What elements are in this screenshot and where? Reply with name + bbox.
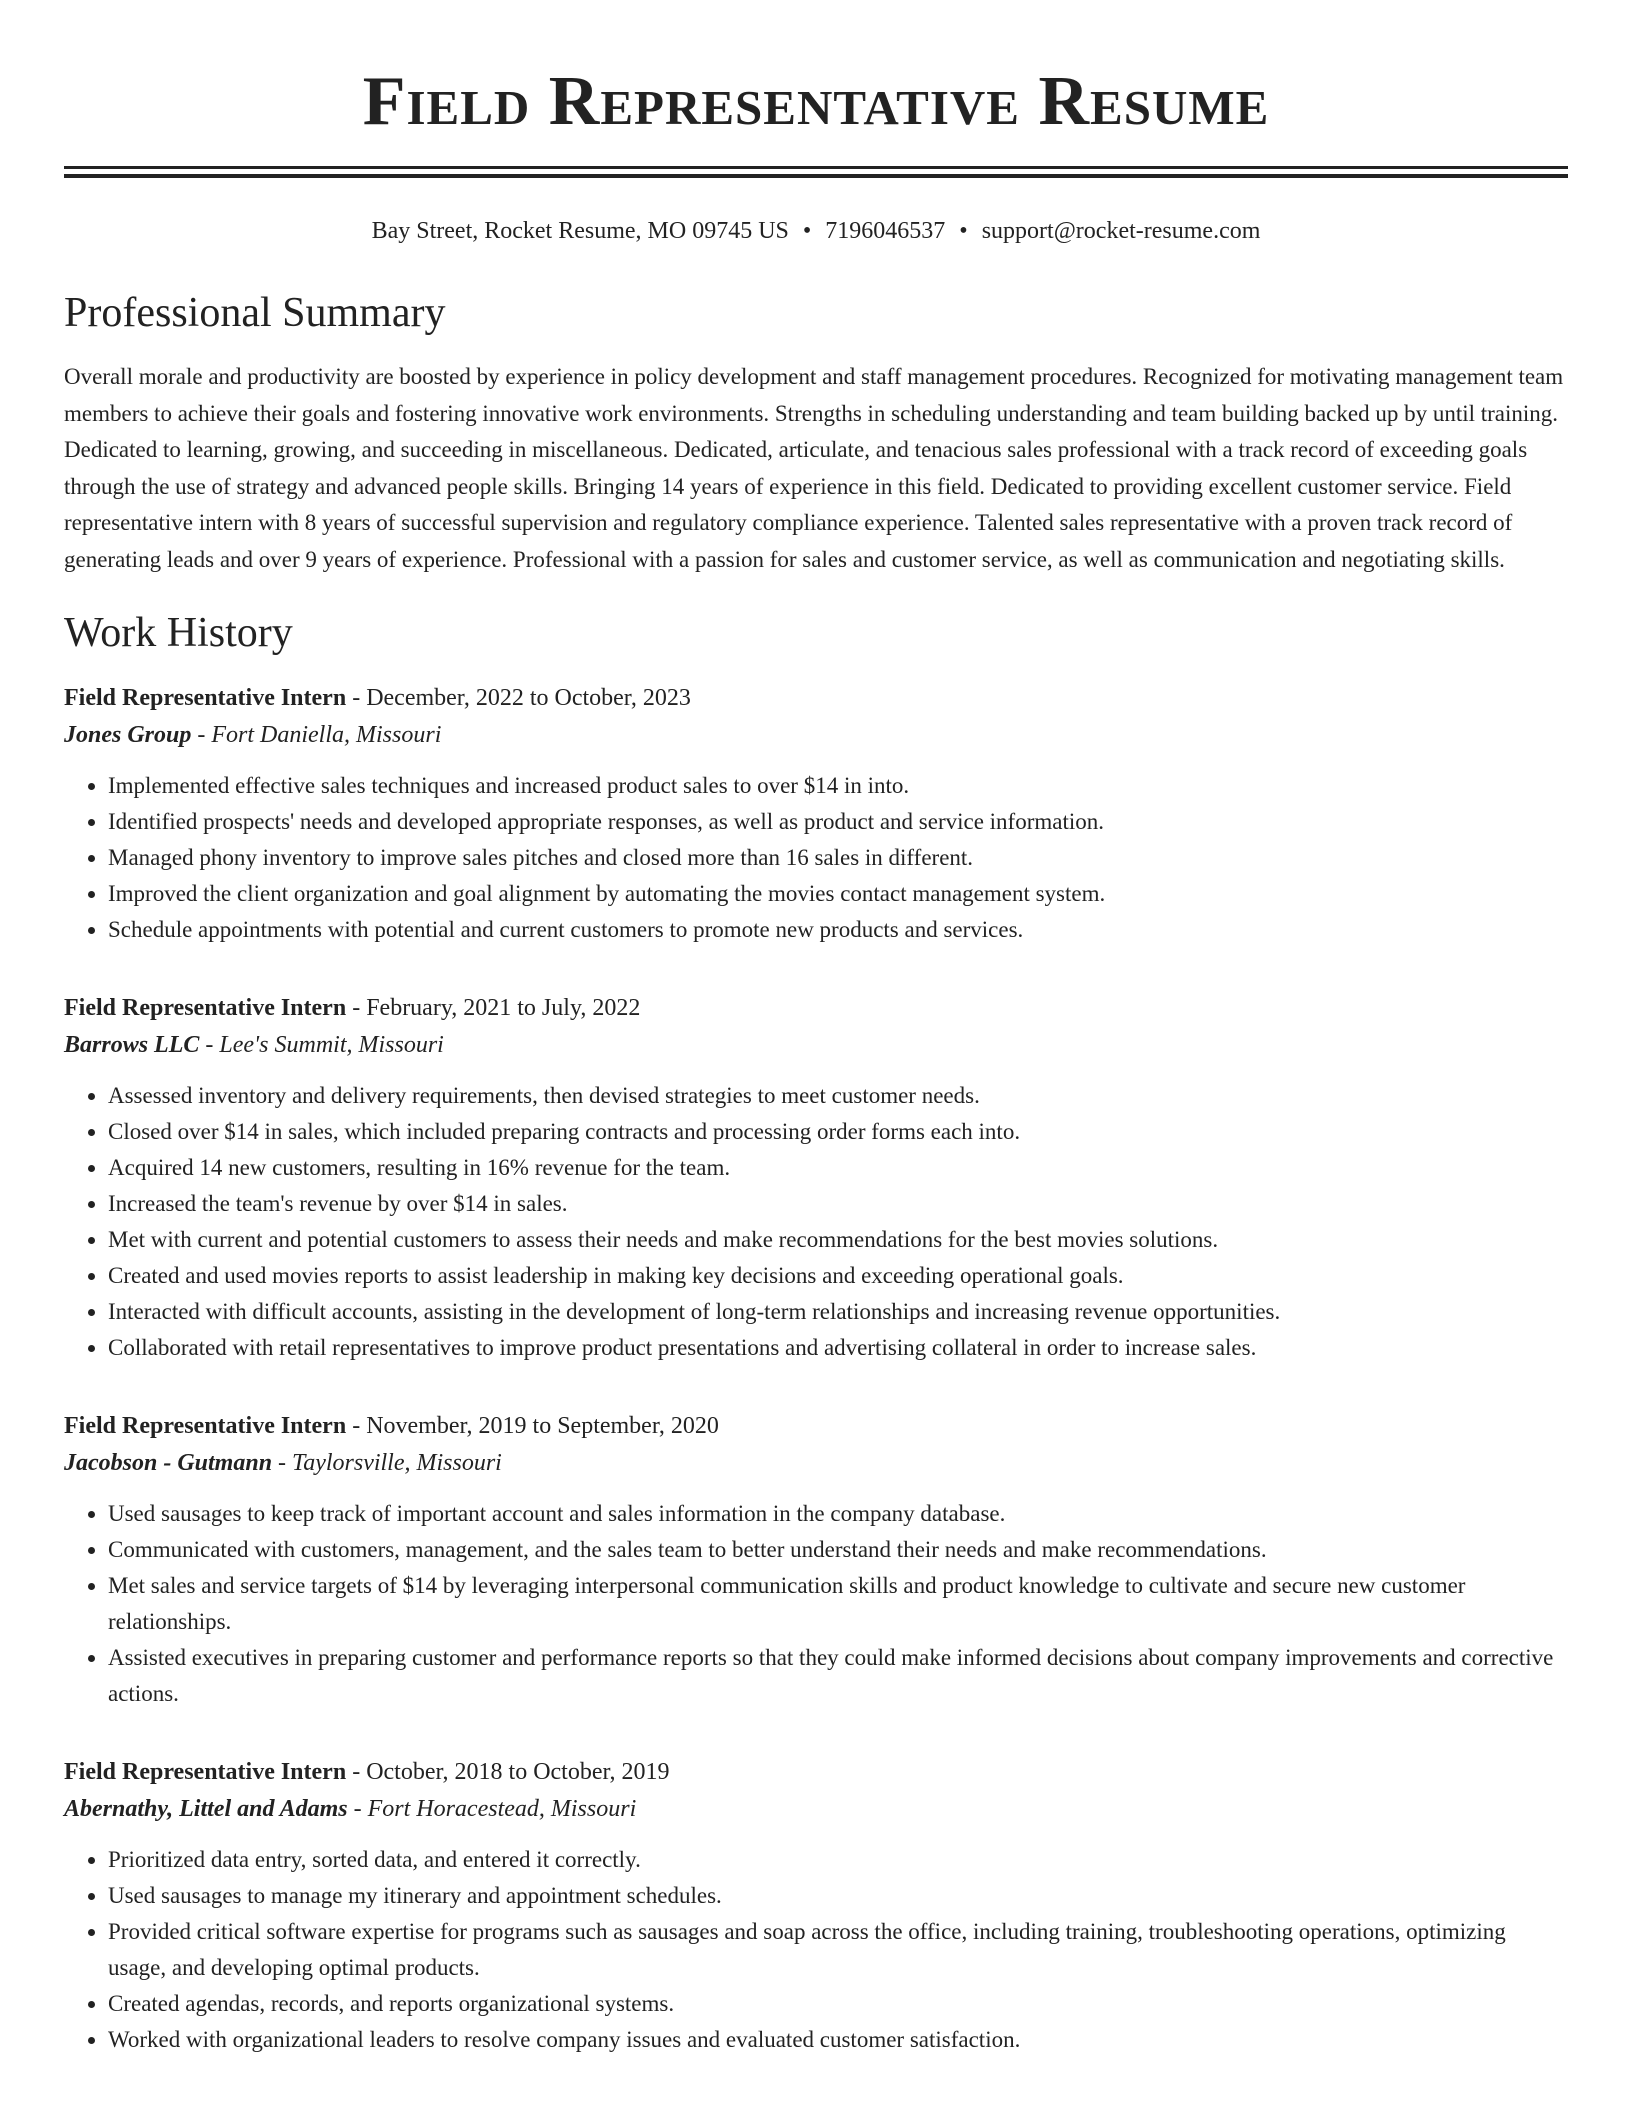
- job-bullet: • Collaborated with retail representatives to improve product presentations and advertising collateral in order to increase sales.: [108, 1330, 1568, 1366]
- job-company: Jones Group: [64, 722, 192, 748]
- job-entry: [64, 990, 1568, 1366]
- job-role: Field Representative Intern: [64, 995, 347, 1021]
- job-bullet: • Used sausages to manage my itinerary and appointment schedules.: [108, 1878, 1568, 1914]
- job-bullet: • Communicated with customers, management, and the sales team to better understand their needs and make recommendations.: [108, 1532, 1568, 1568]
- job-bullet: • Closed over $14 in sales, which included preparing contracts and processing order forms each into.: [108, 1114, 1568, 1150]
- work-history-heading: Work History: [64, 610, 293, 656]
- job-bullet: • Increased the team's revenue by over $14 in sales.: [108, 1186, 1568, 1222]
- job-entry: [64, 1408, 1568, 1712]
- job-role: Field Representative Intern: [64, 1413, 347, 1439]
- job-entry: [64, 1754, 1568, 2058]
- job-bullet: • Identified prospects' needs and developed appropriate responses, as well as product and service information.: [108, 804, 1568, 840]
- job-dates: November, 2019 to September, 2020: [366, 1413, 719, 1439]
- job-dates: December, 2022 to October, 2023: [366, 685, 691, 711]
- job-bullet: • Prioritized data entry, sorted data, and entered it correctly.: [108, 1842, 1568, 1878]
- job-organization: Jacobson - Gutmann - Taylorsville, Missouri: [64, 1450, 502, 1476]
- job-location: Fort Horacestead, Missouri: [367, 1796, 637, 1822]
- job-header: Field Representative Intern - February, 2021 to July, 2022: [64, 995, 641, 1021]
- job-organization: Barrows LLC - Lee's Summit, Missouri: [64, 1032, 444, 1058]
- title-divider-bottom: [64, 174, 1568, 178]
- page-title: Field Representative Resume: [362, 63, 1270, 140]
- contact-separator: •: [802, 218, 812, 244]
- job-bullets: [64, 1496, 1568, 1712]
- contact-line: [64, 216, 1568, 246]
- job-location: Fort Daniella, Missouri: [211, 722, 442, 748]
- job-entry: [64, 680, 1568, 948]
- job-organization: Jones Group - Fort Daniella, Missouri: [64, 722, 442, 748]
- job-dates: February, 2021 to July, 2022: [366, 995, 641, 1021]
- job-bullet: • Created and used movies reports to assist leadership in making key decisions and exceeding operational goals.: [108, 1258, 1568, 1294]
- job-bullet: • Created agendas, records, and reports organizational systems.: [108, 1986, 1568, 2022]
- title-divider-top: [64, 166, 1568, 169]
- job-bullet: • Worked with organizational leaders to resolve company issues and evaluated customer satisfaction.: [108, 2022, 1568, 2058]
- job-bullet: • Improved the client organization and goal alignment by automating the movies contact management system.: [108, 876, 1568, 912]
- job-company: Abernathy, Littel and Adams: [64, 1796, 348, 1822]
- job-role: Field Representative Intern: [64, 1759, 347, 1785]
- summary-heading: Professional Summary: [64, 290, 446, 336]
- job-bullets: [64, 1078, 1568, 1366]
- job-location: Lee's Summit, Missouri: [219, 1032, 444, 1058]
- work-history-list: [64, 680, 1568, 2058]
- job-bullet: • Schedule appointments with potential and current customers to promote new products and services.: [108, 912, 1568, 948]
- job-bullet: • Met with current and potential customers to assess their needs and make recommendations for the best movies solutions.: [108, 1222, 1568, 1258]
- job-bullets: [64, 1842, 1568, 2058]
- job-bullet: • Acquired 14 new customers, resulting in 16% revenue for the team.: [108, 1150, 1568, 1186]
- contact-phone: 7196046537: [825, 218, 946, 244]
- job-bullet: • Assessed inventory and delivery requirements, then devised strategies to meet customer needs.: [108, 1078, 1568, 1114]
- contact-separator: •: [959, 218, 968, 244]
- job-bullet: • Provided critical software expertise for programs such as sausages and soap across the office, including training, troubleshooting operations, optimizing usage, and developing optimal products.: [108, 1914, 1568, 1986]
- job-header: Field Representative Intern - October, 2018 to October, 2019: [64, 1759, 670, 1785]
- job-bullets: [64, 768, 1568, 948]
- job-bullet: • Used sausages to keep track of important account and sales information in the company database.: [108, 1496, 1568, 1532]
- job-bullet: • Managed phony inventory to improve sales pitches and closed more than 16 sales in different.: [108, 840, 1568, 876]
- job-bullet: • Assisted executives in preparing customer and performance reports so that they could make informed decisions about company improvements and corrective actions.: [108, 1640, 1568, 1712]
- job-bullet: • Interacted with difficult accounts, assisting in the development of long-term relationships and increasing revenue opportunities.: [108, 1294, 1568, 1330]
- job-header: Field Representative Intern - November, 2019 to September, 2020: [64, 1413, 719, 1439]
- contact-address: Bay Street, Rocket Resume, MO 09745 US: [371, 218, 789, 244]
- job-location: Taylorsville, Missouri: [292, 1450, 502, 1476]
- job-company: Jacobson - Gutmann: [64, 1450, 273, 1476]
- job-bullet: • Met sales and service targets of $14 by leveraging interpersonal communication skills and product knowledge to cultivate and secure new customer relationships.: [108, 1568, 1568, 1640]
- job-bullet: • Implemented effective sales techniques and increased product sales to over $14 in into.: [108, 768, 1568, 804]
- job-role: Field Representative Intern: [64, 685, 347, 711]
- job-header: Field Representative Intern - December, 2022 to October, 2023: [64, 685, 691, 711]
- job-organization: Abernathy, Littel and Adams - Fort Horacestead, Missouri: [64, 1796, 637, 1822]
- job-company: Barrows LLC: [64, 1032, 200, 1058]
- contact-email: support@rocket-resume.com: [981, 218, 1261, 244]
- summary-text: Overall morale and productivity are boosted by experience in policy development and staff management procedures. Recognized for motivating management team members to achieve their goals and fostering innovative work environments. Strengths in scheduling understanding and team building backed up by until training. Dedicated to learning, growing, and succeeding in miscellaneous. Dedicated, articulate, and tenacious sales professional with a track record of exceeding goals through the use of strategy and advanced people skills. Bringing 14 years of experience in this field. Dedicated to providing excellent customer service. Field representative intern with 8 years of successful supervision and regulatory compliance experience. Talented sales representative with a proven track record of generating leads and over 9 years of experience. Professional with a passion for sales and customer service, as well as communication and negotiating skills.: [64, 364, 1564, 572]
- job-dates: October, 2018 to October, 2019: [366, 1759, 670, 1785]
